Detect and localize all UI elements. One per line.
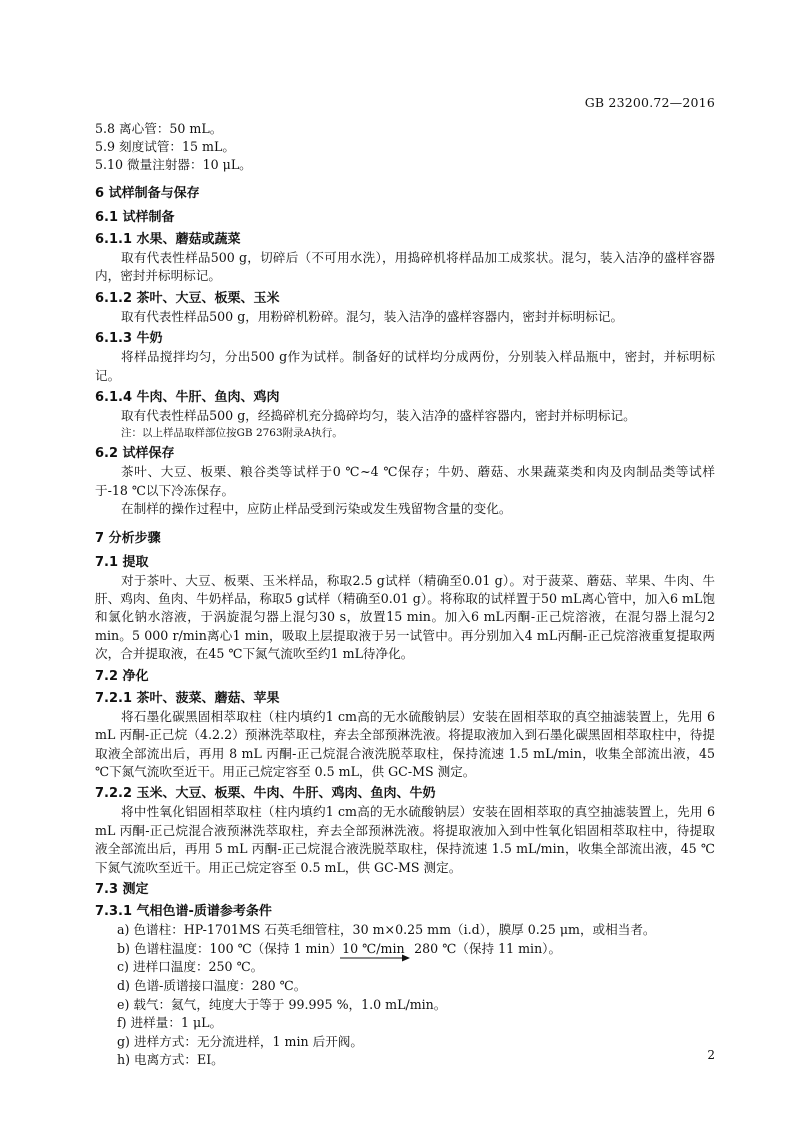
para-6-1-4: 取有代表性样品500 g，经捣碎机充分捣碎均匀，装入洁净的盛样容器内，密封并标明标记。 — [121, 408, 636, 424]
item-5-10: 5.10 微量注射器：10 μL。 — [95, 157, 252, 172]
item-5-8: 5.8 离心管：50 mL。 — [95, 121, 223, 136]
condition-b — [95, 940, 715, 959]
para-7-2-2: 将中性氧化铝固相萃取柱（柱内填约1 cm高的无水硫酸钠层）安装在固相萃取的真空抽滤装置上，先用 6 mL 丙酮-正己烷混合液预淋洗萃取柱，弃去全部预淋洗液。将提取液加入到中性氧化铝固相萃取柱中，待提取液全部流出后，再用 5 mL 丙酮-正己烷混合液洗脱萃取柱，保持流速 1.5 mL/min，收集全部流出液，45 ℃下氮气流吹至近干。用正己烷定容至 0.5 mL，供 GC-MS 测定。 — [95, 804, 715, 875]
heading-6-1-3: 6.1.3 牛奶 — [95, 331, 163, 347]
heading-7-3-1: 7.3.1 气相色谱-质谱参考条件 — [95, 903, 272, 919]
condition-a: a) 色谱柱：HP-1701MS 石英毛细管柱，30 m×0.25 mm（i.d），膜厚 0.25 μm，或相当者。 — [117, 921, 656, 937]
condition-b-end: 280 ℃（保持 11 min）。 — [410, 940, 562, 956]
heading-6-1-1: 6.1.1 水果、蘑菇或蔬菜 — [95, 232, 241, 247]
standard-number: GB 23200.72—2016 — [584, 95, 715, 110]
condition-f: f) 进样量：1 μL。 — [117, 1015, 223, 1031]
para-6-1-3: 将样品搅拌均匀，分出500 g作为试样。制备好的试样均分成两份，分别装入样品瓶中，密封，并标明标记。 — [95, 349, 715, 383]
condition-e: e) 载气：氦气，纯度大于等于 99.995 %，1.0 mL/min。 — [117, 996, 447, 1012]
heading-6-1: 6.1 试样制备 — [95, 210, 175, 225]
section-6-heading: 6 试样制备与保存 — [95, 186, 200, 201]
arrow-icon — [340, 954, 410, 962]
para-6-1-1: 取有代表性样品500 g，切碎后（不可用水洗），用捣碎机将样品加工成浆状。混匀，装入洁净的盛样容器内，密封并标明标记。 — [95, 250, 715, 284]
document-body — [95, 120, 715, 1070]
heading-6-1-4: 6.1.4 牛肉、牛肝、鱼肉、鸡肉 — [95, 390, 280, 406]
condition-g: g) 进样方式：无分流进样，1 min 后开阀。 — [117, 1033, 363, 1049]
heading-7-2-2: 7.2.2 玉米、大豆、板栗、牛肉、牛肝、鸡肉、鱼肉、牛奶 — [95, 786, 436, 802]
section-7-heading: 7 分析步骤 — [95, 530, 161, 546]
condition-b-start: b) 色谱柱温度：100 ℃（保持 1 min） — [117, 940, 343, 956]
page-number: 2 — [707, 1048, 715, 1062]
para-6-2-a: 茶叶、大豆、板栗、粮谷类等试样于0 ℃~4 ℃保存；牛奶、蘑菇、水果蔬菜类和肉及肉制品类等试样于-18 ℃以下冷冻保存。 — [95, 464, 715, 498]
condition-c: c) 进样口温度：250 ℃。 — [117, 959, 264, 975]
item-5-9: 5.9 刻度试管：15 mL。 — [95, 139, 235, 154]
ramp-rate: 10 ℃/min — [342, 940, 405, 956]
ramp-arrow — [342, 940, 410, 959]
condition-d: d) 色谱-质谱接口温度：280 ℃。 — [117, 977, 307, 993]
heading-7-3: 7.3 测定 — [95, 881, 149, 897]
para-7-1: 对于茶叶、大豆、板栗、玉米样品，称取2.5 g试样（精确至0.01 g）。对于菠菜、蘑菇、苹果、牛肉、牛肝、鸡肉、鱼肉、牛奶样品，称取5 g试样（精确至0.01 g）。将称取的试样置于50 mL离心管中，加入6 mL饱和氯化钠水溶液，于涡旋混匀器上混匀30 s，放置15 min。加入6 mL丙酮-正己烷溶液，在混匀器上混匀2 min。5 000 r/min离心1 min，吸取上层提取液于另一试管中。再分别加入4 mL丙酮-正己烷溶液重复提取两次，合并提取液，在45 ℃下氮气流吹至约1 mL待净化。 — [95, 572, 715, 662]
heading-7-2: 7.2 净化 — [95, 668, 149, 684]
para-7-2-1: 将石墨化碳黑固相萃取柱（柱内填约1 cm高的无水硫酸钠层）安装在固相萃取的真空抽滤装置上，先用 6 mL 丙酮-正己烷（4.2.2）预淋洗萃取柱，弃去全部预淋洗液。将提取液加入到石墨化碳黑固相萃取柱中，待提取液全部流出后，再用 8 mL 丙酮-正己烷混合液洗脱萃取柱，保持流速 1.5 mL/min，收集全部流出液，45 ℃下氮气流吹至近干。用正己烷定容至 0.5 mL，供 GC-MS 测定。 — [95, 708, 715, 779]
heading-7-1: 7.1 提取 — [95, 554, 149, 570]
condition-h: h) 电离方式：EI。 — [117, 1052, 224, 1068]
para-6-1-2: 取有代表性样品500 g，用粉碎机粉碎。混匀，装入洁净的盛样容器内，密封并标明标记。 — [121, 308, 624, 324]
heading-6-2: 6.2 试样保存 — [95, 446, 175, 462]
heading-6-1-2: 6.1.2 茶叶、大豆、板栗、玉米 — [95, 290, 280, 306]
heading-7-2-1: 7.2.1 茶叶、菠菜、蘑菇、苹果 — [95, 690, 280, 706]
note: 注：以上样品取样部位按GB 2763附录A执行。 — [121, 427, 343, 440]
para-6-2-b: 在制样的操作过程中，应防止样品受到污染或发生残留物含量的变化。 — [121, 501, 512, 517]
